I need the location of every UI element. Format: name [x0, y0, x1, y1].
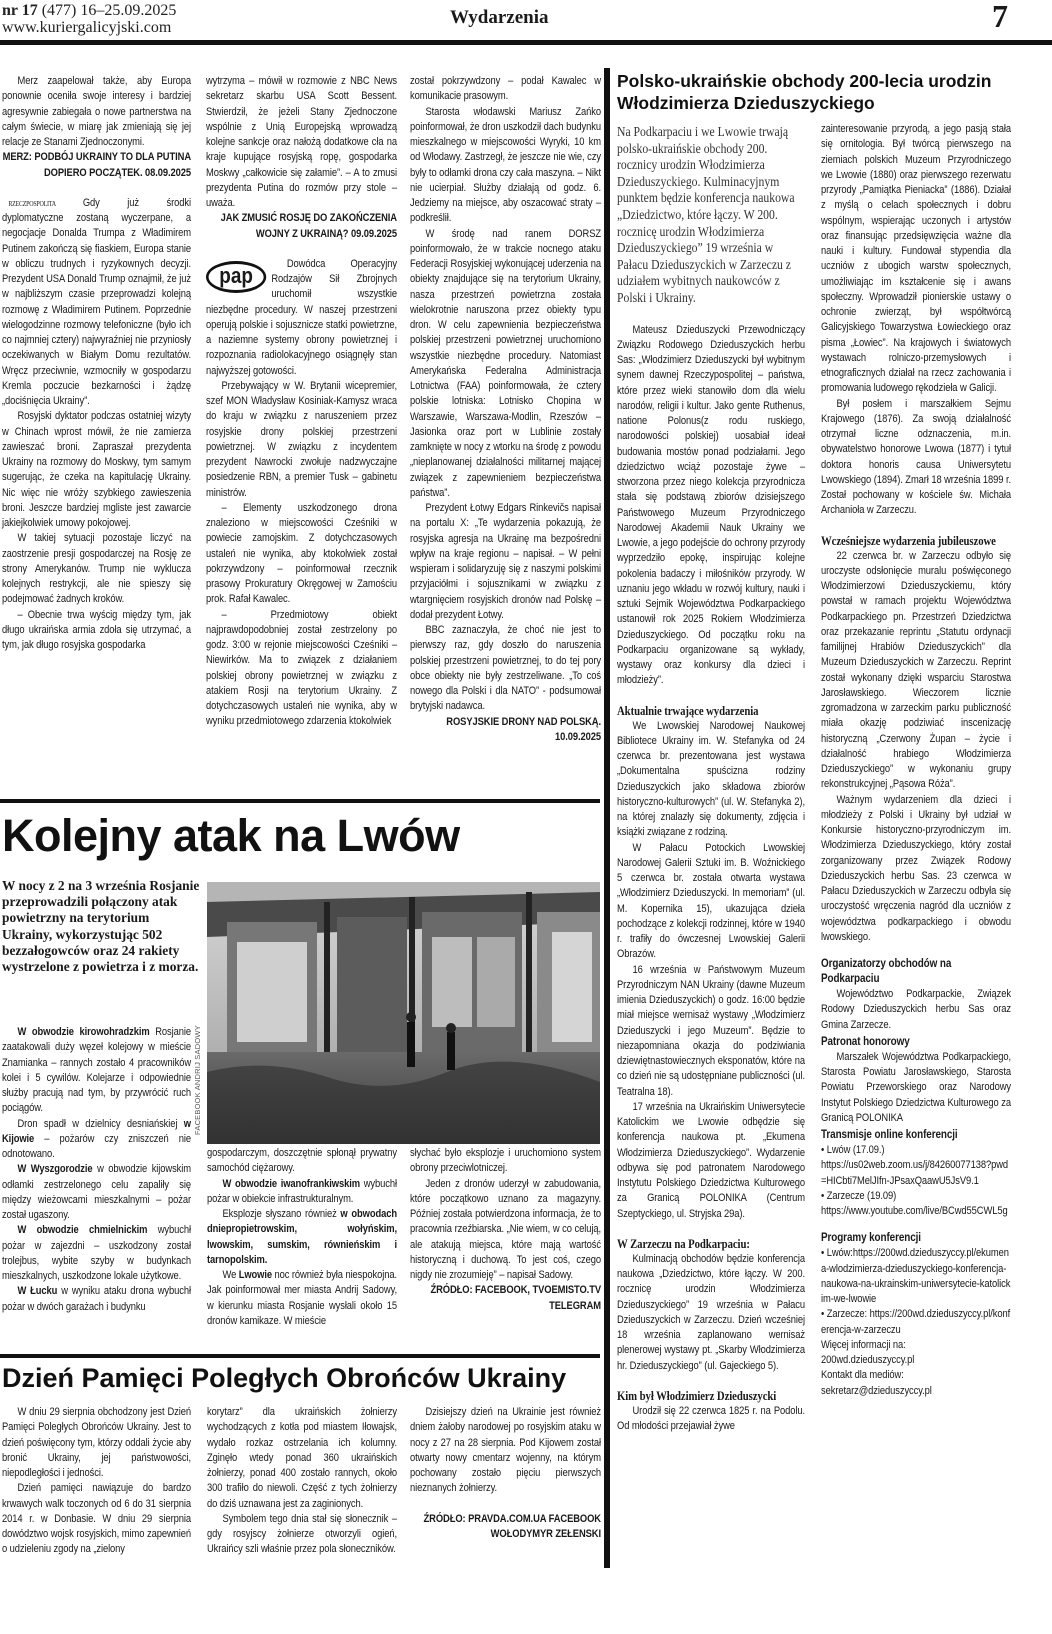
paragraph — [207, 1207, 397, 1268]
bold-place-name: W obwodzie kirowohradzkim — [17, 1026, 150, 1038]
link[interactable]: sekretarz@dzieduszyccy.pl — [821, 1384, 932, 1397]
paragraph: Marszałek Województwa Podkarpackiego, Starosta Powiatu Jarosławskiego, Starosta Powiatu Przeworskiego oraz Narodowy Instytut Polskiego Dziedzictwa Kulturowego za Granicą POLONIKA — [821, 1050, 1011, 1124]
paragraph — [2, 1025, 191, 1117]
text-run: Dron spadł w dzielnicy desniańskiej — [17, 1117, 184, 1130]
text-run: Eksplozje słyszano również — [222, 1208, 341, 1220]
news-column-2 — [206, 74, 397, 730]
paragraph: Mateusz Dzieduszycki Przewodniczący Związku Rodowego Dzieduszyckich herbu Sas: „Włodzimierz Dzieduszycki był wybitnym synem dawnej Rzeczypospolitej – państwa, które przez wieki stanowiło dom dla wielu narodów, religii i kultur. Jako gente Ruthenus, natione Polonus(z rodu ruskiego, narodowości polskiej) uosabiał ideał budowania mostów ponad podziałami. Jego dziedzictwo wciąż pozostaje żywe – stworzona przez niego kolekcja przyrodnicza stała się podstawą zbiorów dzisiejszego Państwowego Muzeum Przyrodniczego Narodowej Akademii Nauk Ukrainy we Lwowie, a jego podejście do ochrony przyrody wyprzedziło epokę, inspirując kolejne pokolenia badaczy i miłośników przyrody. W uznaniu jego wkładu w rozwój kultury, nauki i sztuki Sejmik Województwa Podkarpackiego ustanowił rok 2025 Rokiem Włodzimierza Dzieduszyckiego. Od początku roku na Podkarpaciu organizowane są wykłady, wystawy oraz konkursy dla dzieci i młodzieży”. — [617, 323, 805, 687]
paragraph: – Elementy uszkodzonego drona znaleziono w miejscowości Cześniki w powiecie zamojskim. Z dotychczasowych ustaleń nie wynika, aby ktokolwiek został pokrzywdzony – poinformował rzecznik prasowy Prokuratury Okręgowej w Zamościu prok. Rafał Kawalec. — [206, 501, 397, 606]
source-credit: ŹRÓDŁO: FACEBOOK, TVOEMISTO.TV TELEGRAM — [430, 1284, 601, 1312]
paragraph — [2, 1223, 191, 1284]
subheading: Transmisje online konferencji — [821, 1129, 958, 1141]
paragraph: Przebywający w W. Brytanii wicepremier, szef MON Władysław Kosiniak-Kamysz wraca do kraju w związku z naruszeniem przez rosyjskie drony polskiej przestrzeni powietrznej. W związku z incydentem prezydent Nawrocki zwołuje nadzwyczajne posiedzenie RBN, a premier Tusk – gabinetu ministrów. — [206, 379, 397, 499]
paragraph: Urodził się 22 czerwca 1825 r. na Podolu. Od młodości przejawiał żywe — [617, 1404, 805, 1433]
paragraph: 16 września w Państwowym Muzeum Przyrodniczym NAN Ukrainy (dawne Muzeum imienia Dzieduszyckich) o godz. 16:00 będzie miał miejsce wernisaż wystawy „Włodzimierz Dzieduszycki i jego Muzeum”. Będzie to niezapomniana okazja do podziwiania dziewiętnastowiecznych eksponatów, które na co dzień nie są udostępniane publiczności (ul. Teatralna 18). — [617, 963, 805, 1098]
pamiec-column-2 — [207, 1405, 397, 1558]
pap-logo: pap — [206, 261, 266, 293]
section-title: Wydarzenia — [450, 7, 549, 28]
paragraph: – Przedmiotowy obiekt najprawdopodobniej został zestrzelony po godz. 3:00 w rejonie miejscowości Cześniki – Niewirków. Ma to związek z działaniem polskiej obrony powietrznej w związku z atakiem Rosji na terytorium Ukrainy. Z dotychczasowych ustaleń nie wynika, aby w wyniku przedmiotowego zdarzenia ktokolwiek — [206, 608, 397, 728]
paragraph: BBC zaznaczyła, że choć nie jest to pierwszy raz, gdy doszło do naruszenia polskiej przestrzeni powietrznej, to do tej pory obce obiekty nie były zestrzeliwane. „To coś nowego dla Polski i dla NATO” - podsumował brytyjski nadawca. — [410, 624, 601, 713]
news-column-1 — [2, 74, 191, 653]
bold-place-name: W Wyszgorodzie — [17, 1163, 93, 1176]
paragraph: W środę nad ranem DORSZ poinformowało, że w trakcie nocnego ataku Federacji Rosyjskiej wykonującej uderzenia na obiekty znajdujące się na terytorium Ukrainy, nasza przestrzeń powietrzna została wielokrotnie naruszona przez obiekty typu dron. W celu zapewnienia bezpieczeństwa polskiej przestrzeni powietrznej uruchomiono wszystkie niezbędne procedury. Natomiast Amerykańska Federalna Administracja Lotnictwa (FAA) poinformowała, że cztery polskie lotniska: Lotnisko Chopina w Warszawie, Warszawa-Modlin, Rzeszów – Jasionka oraz port w Lublinie zostały zamknięte w nocy z wtorku na środę z powodu „nieplanowanej działalności militarnej mającej związek z zapewnieniem bezpieczeństwa państwa”. — [410, 227, 601, 499]
paragraph: Kulminacją obchodów będzie konferencja naukowa „Dziedzictwo, które łączy. W 200. rocznicę urodzin Włodzimierza Dzieduszyckiego” 19 września w Pałacu Dzieduszyckich w Zarzeczu. Dzień wcześniej 18 września zaplanowano wernisaż plenerowej wystawy pt. „Skarby Włodzimierza hr. Dzieduszyckiego” (ul. Gajeckiego 5). — [617, 1252, 805, 1372]
paragraph — [207, 1177, 397, 1208]
text-run: wybuchł pożar w zajezdni – uszkodzony został trolejbus, wybite szyby w budynkach mieszkalnych, uszkodzone lokale użytkowe. — [2, 1224, 191, 1282]
issue-dates: (477) 16–25.09.2025 — [41, 2, 177, 19]
paragraph — [207, 1268, 397, 1329]
text-run: w wyniku ataku drona wybuchł pożar w dwóch garażach i budynku — [2, 1285, 191, 1313]
info-line: Kontakt dla mediów: — [821, 1369, 904, 1382]
subheading: Kim był Włodzimierz Dzieduszycki — [617, 1388, 777, 1403]
paragraph: został pokrzywdzony – podał Kawalec w komunikacie prasowym. — [410, 75, 601, 103]
issue-info — [2, 2, 176, 36]
subheading: Wcześniejsze wydarzenia jubileuszowe — [821, 533, 996, 548]
paragraph: Dzisiejszy dzień na Ukrainie jest również dniem żałoby narodowej po rosyjskim ataku w nocy z 27 na 28 sierpnia. Pod Kijowem został otwarty nowy cmentarz wojenny, na którym pochowany zostało pięciu pierwszych nieznanych żołnierzy. — [410, 1406, 601, 1495]
paragraph: 22 czerwca br. w Zarzeczu odbyło się uroczyste odsłonięcie muralu poświęconego Włodzimierzowi Dzieduszyckiemu, który powstał w ramach projektu Województwa Podkarpackiego pn. Przestrzeń Dziedzictwa oraz przekazanie reprintu „Statutu ordynacji familijnej Hrabiów Dzieduszyckich” dla Muzeum Dzieduszyckich w Zarzeczu. Reprint został wykonany dzięki wsparciu Starostwa Jarosławskiego. Wieczorem licznie zgromadzona w zarzeckim parku publiczność miała okazję podziwiać inscenizację historyczną „Czerwony Żupan – życie i działalność hrabiego Włodzimierza Dzieduszyckiego” w wykonaniu grupy rekonstrukcyjnej „Pąsowa Róża”. — [821, 549, 1011, 791]
source-credit: ROSYJSKIE DRONY NAD POLSKĄ. 10.09.2025 — [446, 715, 601, 743]
rzeczpospolita-logo: RZECZPOSPOLITA — [8, 199, 56, 208]
paragraph: Dowódca Operacyjny Rodzajów Sił Zbrojnych uruchomił wszystkie niezbędne procedury. W naszej przestrzeni operują polskie i sojusznicze statki powietrzne, a naziemne systemy obrony powietrznej i rozpoznania radiolokacyjnego osiągnęły stan najwyższej gotowości. — [206, 257, 397, 377]
section-rule-2 — [0, 1354, 600, 1358]
spacer — [410, 1497, 601, 1512]
lwow-column-3 — [410, 1146, 601, 1329]
paragraph — [2, 1284, 191, 1315]
paragraph: W dniu 29 sierpnia obchodzony jest Dzień Pamięci Poległych Obrońców Ukrainy. Jest to dzień poświęcony tym, którzy oddali życie aby bronić Ukrainy, jej państwowości, niepodległości i jedności. — [2, 1406, 191, 1479]
paragraph: Rosyjski dyktator podczas ostatniej wizyty w Chinach wprost mówił, że nie zamierza zawieszać broni. Zapraszał prezydenta Ukrainy na rozmowy do Moskwy, tym samym sugerując, że czeka na kapitulację Ukrainy. Nic więc nie wróży szybkiego zawieszenia broni. Jeszcze bardziej mgliste jest zawarcie jakiejkolwiek umowy pokojowej. — [2, 410, 191, 529]
bold-place-name: W obwodzie iwanofrankiwskim — [222, 1177, 360, 1190]
subheading: W Zarzeczu na Podkarpaciu: — [617, 1236, 750, 1251]
column-divider — [604, 68, 610, 1568]
paragraph: gospodarczym, doszczętnie spłonął prywatny samochód ciężarowy. — [207, 1147, 397, 1175]
bold-place-name: W obwodzie chmielnickim — [17, 1224, 148, 1237]
paragraph: W takiej sytuacji pozostaje liczyć na zaostrzenie presji gospodarczej na Rosję ze strony Amerykanów. Trump nie wyklucza kolejnych restrykcji, ale nie spieszy się podejmować żadnych kroków. — [2, 532, 191, 606]
issue-number: nr 17 — [2, 2, 38, 19]
photo-credit: FACEBOOK ANDRIJ SADOWY — [193, 1025, 202, 1135]
lwow-column-1 — [2, 1025, 191, 1315]
info-line: • Zarzecze: https://200wd.dzieduszyccy.pl/konferencja-w-zarzeczu — [821, 1308, 1011, 1336]
text-run: Rosjanie zaatakowali duży węzeł kolejowy w mieście Znamianka – rannych zostało 4 pracowników kolei i 5 cywilów. Kolejarze i odpowiednie służby pracują nad tym, by przywrócić ruch pociągów. — [2, 1026, 191, 1115]
subheading: Programy konferencji — [821, 1232, 921, 1245]
paragraph: wytrzyma – mówił w rozmowie z NBC News sekretarz skarbu USA Scott Bessent. Stwierdził, że jeżeli Stany Zjednoczone wspólnie z Unią Europejską wprowadzą kolejne sankcje oraz nałożą dodatkowe cła na kraje kupujące rosyjską ropę, gospodarka Moskwy „całkowicie się załamie”. – A to zmusi prezydenta Putina do rozmów przy stole – uważa. — [206, 75, 397, 209]
text-run: – pożarów czy zniszczeń nie odnotowano. — [2, 1132, 191, 1160]
info-line: • Lwów (17.09.) — [821, 1144, 885, 1156]
subheading: Organizatorzy obchodów na Podkarpaciu — [821, 958, 952, 985]
paragraph: W Pałacu Potockich Lwowskiej Narodowej Galerii Sztuki im. B. Woźnickiego 5 czerwca br. została otwarta wystawa „Włodzimierz Dzieduszycki. In memoriam” (ul. M. Kopernika 15), ukazująca dzieła pochodzące z kolekcji rodzinnej, które w 1940 r. trafiły do ówczesnej Lwowskiej Galerii Obrazów. — [617, 841, 805, 961]
link[interactable]: https://us02web.zoom.us/j/84260077138?pwd=HICbti7MelJIfn-JPsaxQaawU5JsV9.1 — [821, 1159, 1009, 1187]
subheading: Patronat honorowy — [821, 1035, 910, 1048]
paragraph: Jeden z dronów uderzył w zabudowania, które początkowo uznano za magazyny. Później została potwierdzona informacja, że to pracownia rzeźbiarska. „Nie wiem, w co celują, ale atakują miejsca, które mają wartość historyczną i duchową. To jest coś, czego nigdy nie zrozumieję” – napisał Sadowy. — [410, 1177, 601, 1281]
article-title-pamiec: Dzień Pamięci Poległych Obrońców Ukrainy — [2, 1363, 567, 1393]
bold-place-name: w obwodach dniepropietrowskim, wołyńskim, lwowskim, sumskim, równieńskim i tarnopolskim. — [207, 1208, 397, 1266]
text-run: noc również była niespokojna. Jak poinformował mer miasta Andrij Sadowy, w kierunku miasta Rosjanie wysłali około 15 dronów kamikaze. W mieście — [207, 1269, 398, 1327]
dzieduszycki-column-2 — [821, 122, 1011, 1399]
website-link[interactable]: www.kuriergalicyjski.com — [2, 19, 172, 36]
paragraph: Województwo Podkarpackie, Związek Rodowy Dzieduszyckich herbu Sas oraz Gmina Zarzecze. — [821, 988, 1011, 1031]
link[interactable]: https://www.youtube.com/live/BCwd55CWL5g — [821, 1205, 1008, 1217]
paragraph: We Lwowskiej Narodowej Naukowej Bibliotece Ukrainy im. W. Stefanyka od 24 czerwca br. prezentowana jest wystawa „Dokumentalna spuścizna rodziny Dzieduszyckich jako składowa zbiorów historyczno-kulturowych” (ul. W. Stefanyka 2), na której znalazły się dokumenty, zdjęcia i książki związane z rodziną. — [617, 719, 805, 839]
page-number: 7 — [992, 0, 1008, 34]
paragraph — [2, 1117, 191, 1163]
bold-place-name: W Łucku — [17, 1285, 58, 1298]
bold-place-name: w Kijowie — [2, 1117, 191, 1145]
paragraph: Prezydent Łotwy Edgars Rinkevičs napisał na portalu X: „Te wydarzenia pokazują, że rosyjska agresja na Ukrainę ma bezpośredni wpływ na kraje regionu – napisał. – W pełni wspieram i solidaryzuję się z naszymi polskimi przyjaciółmi i sojusznikami w związku z wtargnięciem rosyjskich dronów nad Polskę – dodał prezydent Łotwy. — [410, 502, 601, 621]
info-line: • Lwów:https://200wd.dzieduszyccy.pl/ekumena-wlodzimierza-dzieduszyckiego-konferencja-naukowa-na-ukrainskim-uniwersytecie-katolickim-we-lwowie — [821, 1247, 1011, 1305]
paragraph — [2, 1162, 191, 1223]
pamiec-column-1 — [2, 1405, 191, 1558]
info-line: Więcej informacji na: — [821, 1338, 906, 1351]
link[interactable]: 200wd.dzieduszyccy.pl — [821, 1354, 915, 1366]
text-run: w obwodzie kijowskim odłamki zestrzelonego celu zapaliły się między wieżowcami mieszkalnymi – pożar został ugaszony. — [2, 1163, 191, 1221]
subheading: Aktualnie trwające wydarzenia — [617, 703, 759, 718]
section-rule — [0, 799, 600, 803]
news-column-3 — [410, 74, 601, 760]
paragraph: Ważnym wydarzeniem dla dzieci i młodzieży z Polski i Ukrainy był udział w Konkursie historyczno-przyrodniczym im. Włodzimierza Dzieduszyckiego, który został zorganizowany przez Związek Rodowy Dzieduszyckich herbu Sas. 23 czerwca w Pałacu Dzieduszyckich w Zarzeczu odbyła się uroczystość wręczenia nagród dla uczniów z województwa podkarpackiego i obwodu lwowskiego. — [821, 793, 1011, 943]
paragraph: korytarz” dla ukraińskich żołnierzy wychodzących z kotła pod miastem Iłowajsk, wydało rozkaz ostrzelania ich kolumny. Zginęło wtedy ponad 360 ukraińskich żołnierzy, ponad 400 zostało rannych, około 300 trafiło do niewoli. Część z tych żołnierzy do dziś uznawana jest za zaginionych. — [207, 1406, 397, 1510]
paragraph: Gdy już środki dyplomatyczne zostaną wyczerpane, a negocjacje Donalda Trumpa z Władimirem Putinem zakończą się fiaskiem, Europa stanie w obliczu trudnych i ryzykownych decyzji. Prezydent USA Donald Trump oznajmił, że już w najbliższym czasie przeprowadzi kolejną rozmowę z Władimirem Putinem. Poprzednie wielogodzinne rozmowy telefoniczne (było ich co najmniej cztery) najwyraźniej nie przyniosły oczekiwanych w Białym Domu rezultatów. Wręcz przeciwnie, wzmocniły w gospodarzu Kremla poczucie bezkarności i żądzę „dociśnięcia Ukrainy”. — [2, 196, 191, 407]
bold-place-name: Lwowie — [238, 1269, 273, 1281]
text-run: We — [222, 1269, 239, 1281]
paragraph: Merz zaapelował także, aby Europa ponownie oceniła swoje interesy i bardziej agresywnie zabiegała o nowe partnerstwa na całym świecie, w miarę jak zmieniają się jej relacje ze Stanami Zjednoczonymi. — [2, 75, 191, 148]
paragraph: – Obecnie trwa wyścig między tym, jak długo ukraińska armia zdoła się utrzymać, a tym, jak długo rosyjska gospodarka — [2, 608, 191, 651]
source-credit: ŹRÓDŁO: PRAVDA.COM.UA FACEBOOK WOŁODYMYR ZEŁENSKI — [423, 1512, 601, 1540]
article-lead: Na Podkarpaciu i we Lwowie trwają polsko-ukraińskie obchody 200. rocznicy urodzin Włodzimierza Dzieduszyckiego. Kulminacyjnym punktem będzie konferencja naukowa „Dziedzictwo, które łączy. W 200. rocznicę urodzin Włodzimierza Dzieduszyckiego” 19 września w Pałacu Dzieduszyckich w Zarzeczu z udziałem wybitnych naukowców z Polski i Ukrainy. — [617, 124, 795, 305]
info-line: • Zarzecze (19.09) — [821, 1189, 897, 1202]
lwow-column-2 — [207, 1146, 397, 1329]
source-credit: MERZ: PODBÓJ UKRAINY TO DLA PUTINA DOPIERO POCZĄTEK. 08.09.2025 — [2, 151, 191, 179]
paragraph: Symbolem tego dnia stał się słonecznik – gdy rosyjscy żołnierze otworzyli ogień, Ukraińcy szli właśnie przez pola słoneczników. — [207, 1512, 397, 1556]
article-title-dzieduszycki: Polsko-ukraińskie obchody 200-lecia urodzin Włodzimierza Dzieduszyckiego — [617, 71, 992, 113]
paragraph: 17 września na Ukraińskim Uniwersytecie Katolickim we Lwowie odbędzie się konferencja naukowa pt. „Ekumena Włodzimierza Dzieduszyckiego”. Wydarzenie odbywa się pod patronatem Narodowego Instytutu Polskiego Dziedzictwa Kulturowego za Granicą POLONIKA (Centrum Szeptyckiego, ul. Stryjska 29a). — [617, 1100, 805, 1220]
pamiec-column-3 — [410, 1405, 601, 1557]
header-rule — [0, 40, 1052, 45]
damaged-building-photo — [207, 882, 600, 1144]
source-credit: JAK ZMUSIĆ ROSJĘ DO ZAKOŃCZENIA WOJNY Z UKRAINĄ? 09.09.2025 — [220, 212, 397, 240]
paragraph: słychać było eksplozje i uruchomiono system obrony przeciwlotniczej. — [410, 1147, 601, 1175]
article-lead-lwow: W nocy z 2 na 3 września Rosjanie przeprowadzili połączony atak powietrzny na terytorium Ukrainy, wykorzystując 502 bezzałogowców oraz 24 rakiety wystrzelone z powietrza i z morza. — [2, 878, 200, 975]
paragraph: Starosta włodawski Mariusz Zańko poinformował, że dron uszkodził dach budynku mieszkalnego w miejscowości Wyryki, 10 km od Włodawy. Zastrzegł, że jeszcze nie wie, czy były to odłamki drona czy cała maszyna. – Nikt nie ucierpiał. Służby działają od godz. 6. Jedziemy na miejsce, aby oszacować straty – podkreślił. — [410, 105, 601, 225]
text-run: wybuchł pożar w obiekcie infrastrukturalnym. — [207, 1177, 397, 1205]
paragraph: Dzień pamięci nawiązuje do bardzo krwawych walk toczonych od 6 do 31 sierpnia 2014 r. w Donbasie. W dniu 29 sierpnia dowództwo wojsk rosyjskich, mimo zapewnień o udzieleniu zgody na „zielony — [2, 1482, 191, 1556]
dzieduszycki-column-1 — [617, 124, 805, 1434]
article-title-lwow: Kolejny atak na Lwów — [2, 810, 460, 861]
paragraph: zainteresowanie przyrodą, a jego pasją stała się ornitologia. Był twórcą pierwszego na ziemiach polskich Muzeum Przyrodniczego we Lwowie (1880) oraz pierwszego rezerwatu przyrody „Pamiątka Pieniacka” (1886). Działał z myślą o celach społecznych i dobru wspólnym, wspierając uczonych i artystów oraz finansując przedsięwzięcia ważne dla nauki i kultury. Fundował stypendia dla uczniów z ubogich warstw społecznych, umożliwiając im kształcenie się i awans społeczny. Wprowadził pionierskie ustawy o ochronie zwierząt, był współtwórcą Galicyjskiego Towarzystwa Łowieckiego oraz pisma „Łowiec”. Na krajowych i światowych wystawach rolniczo-przemysłowych i etnograficznych działał na rzecz zachowania i promowania ludowego rękodzieła w Galicji. — [821, 123, 1011, 395]
paragraph: Był posłem i marszałkiem Sejmu Krajowego (1876). Za swoją działalność otrzymał liczne odznaczenia, m.in. obywatelstwo honorowe Lwowa (1877) i tytuł doktora honoris causa Uniwersytetu Lwowskiego (1894). Zmarł 18 września 1899 r. Został pochowany w kościele św. Michała Archanioła w Zarzeczu. — [821, 397, 1011, 517]
